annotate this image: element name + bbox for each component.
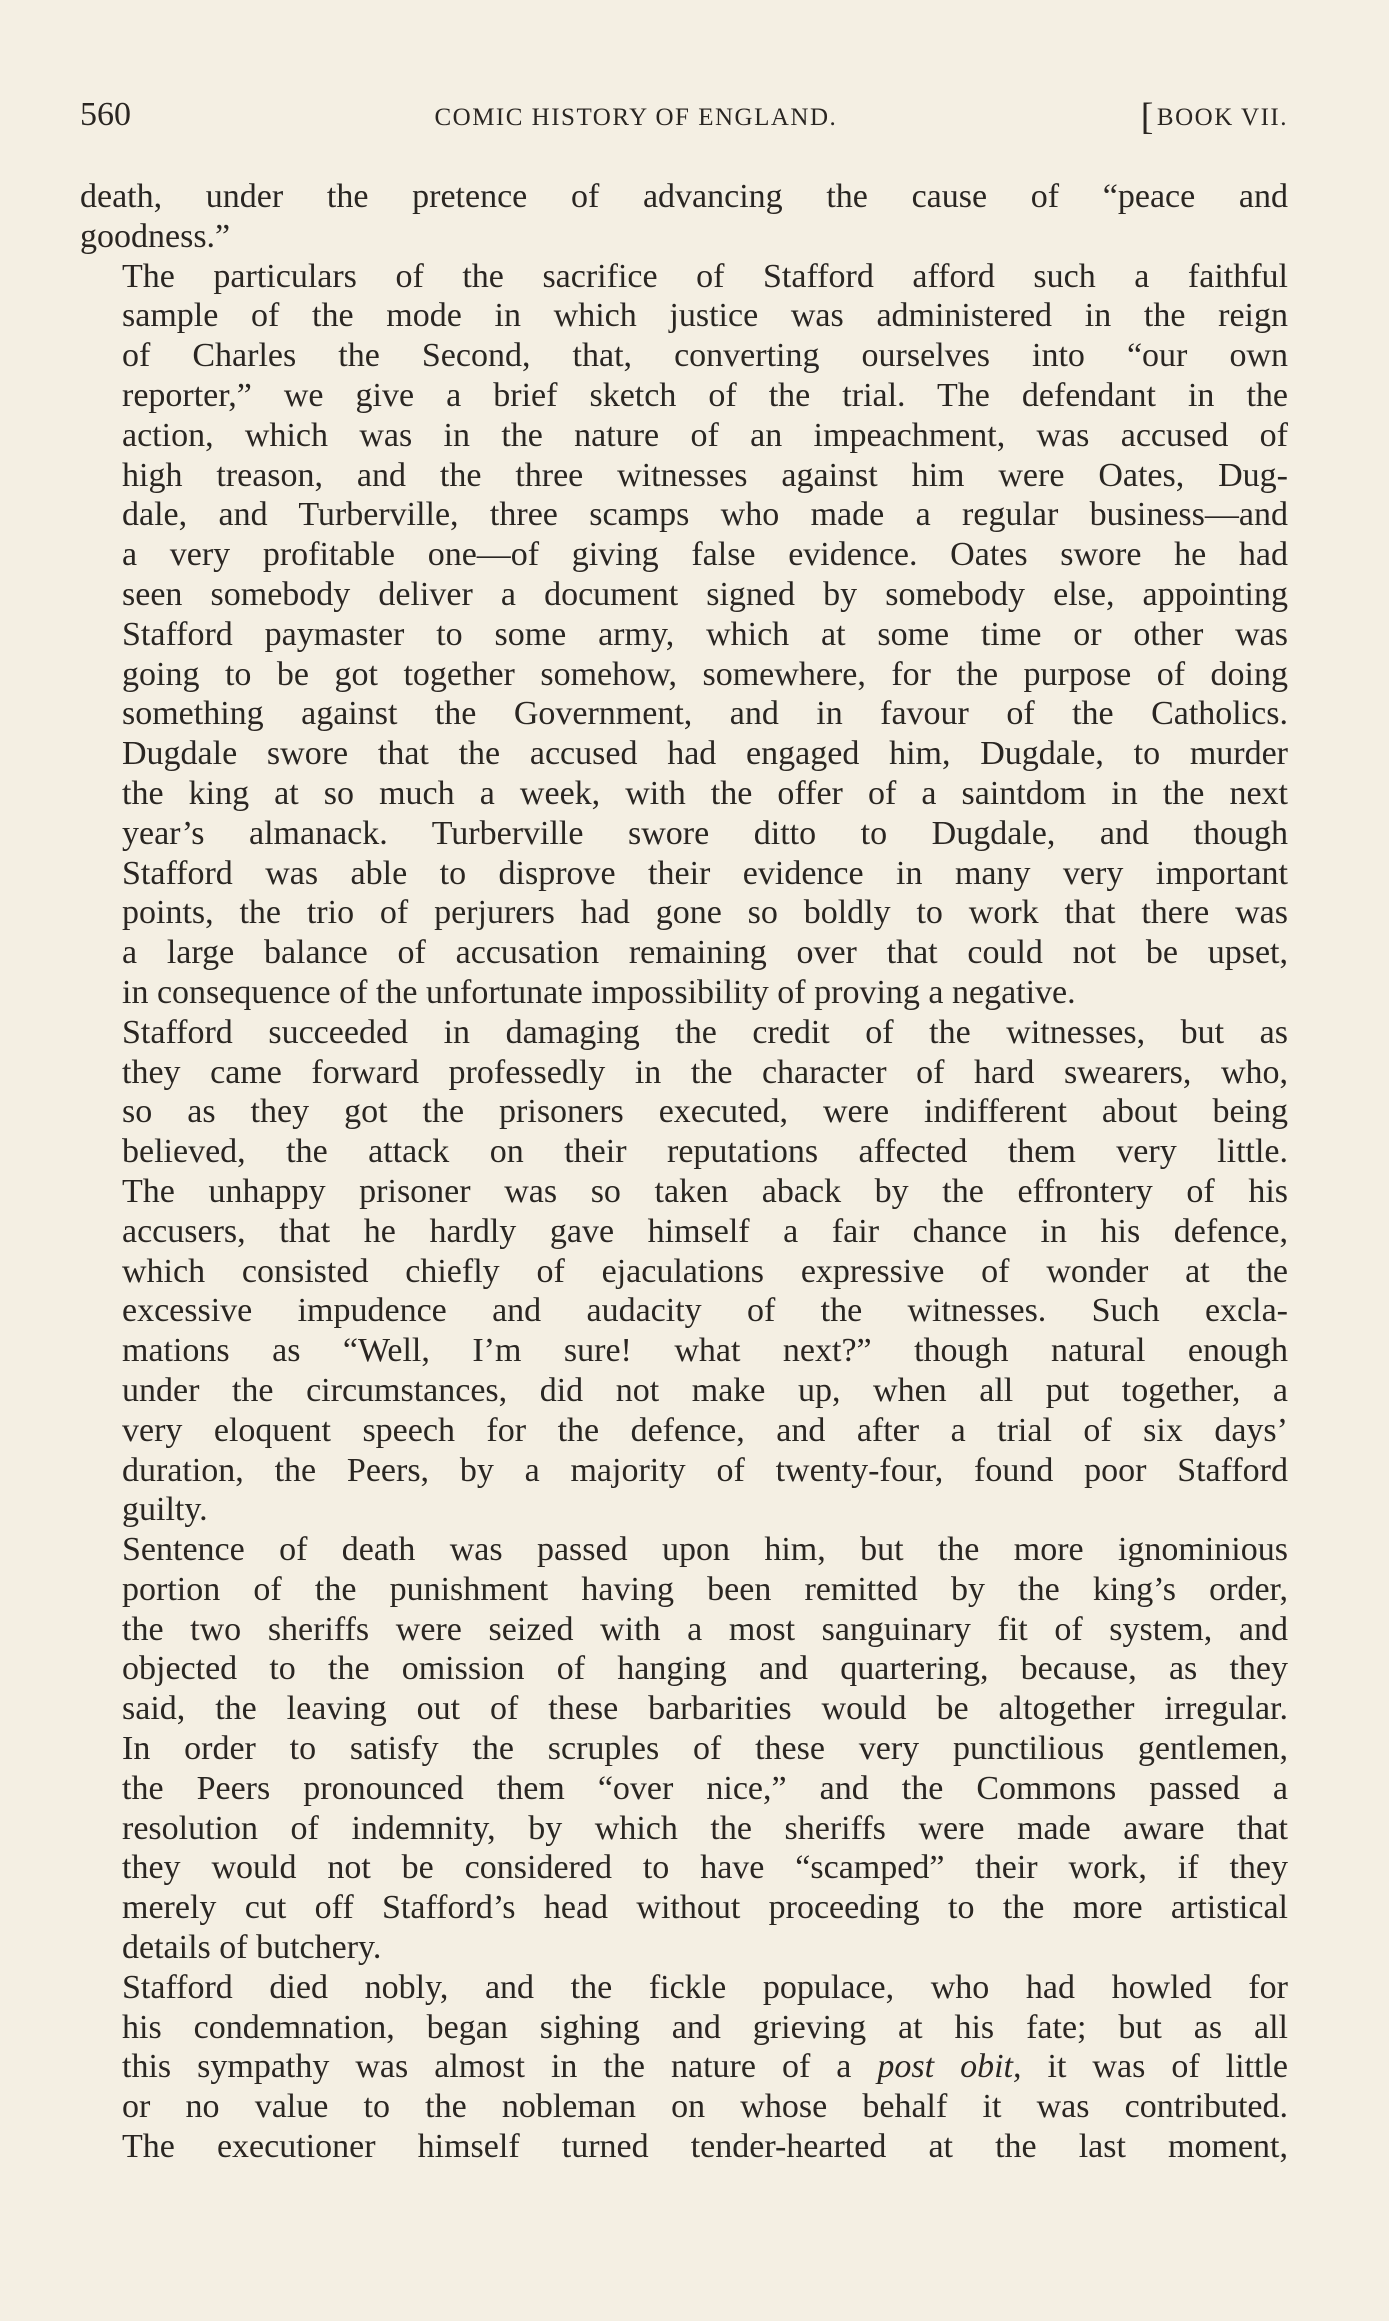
text-line: Sentence of death was passed upon him, but the more ignominious [122, 1531, 1288, 1569]
text-line: so as they got the prisoners executed, were indifferent about being [122, 1093, 1288, 1131]
text-line: the Peers pronounced them “over nice,” and the Commons passed a [122, 1769, 1288, 1807]
text-line: seen somebody deliver a document signed by somebody else, appointing [122, 575, 1288, 613]
bracket-glyph: [ [1140, 96, 1155, 138]
paragraph-4 [80, 1530, 1288, 1968]
text-line: the two sheriffs were seized with a most sanguinary fit of system, and [122, 1610, 1288, 1648]
text-line: The unhappy prisoner was so taken aback by the effrontery of his [122, 1172, 1288, 1210]
body-text [80, 177, 1288, 2167]
text-segment: it was of little [1021, 2048, 1288, 2086]
text-line: which consisted chiefly of ejaculations expressive of wonder at the [122, 1252, 1288, 1290]
text-line: his condemnation, began sighing and grieving at his fate; but as all [122, 2008, 1288, 2046]
text-line: In order to satisfy the scruples of these very punctilious gentlemen, [122, 1730, 1288, 1768]
book-marker-label: BOOK VII. [1156, 104, 1288, 131]
text-line: portion of the punishment having been remitted by the king’s order, [122, 1570, 1288, 1608]
text-line: year’s almanack. Turberville swore ditto to Dugdale, and though [122, 814, 1288, 852]
text-line: Stafford paymaster to some army, which at some time or other was [122, 615, 1288, 653]
text-line: objected to the omission of hanging and quartering, because, as they [122, 1650, 1288, 1688]
text-line: something against the Government, and in favour of the Catholics. [122, 695, 1288, 733]
paragraph-2 [80, 257, 1288, 1013]
paragraph-3 [80, 1013, 1288, 1530]
book-marker [1141, 95, 1288, 139]
text-line: The particulars of the sacrifice of Stafford afford such a faithful [122, 257, 1288, 295]
text-line: dale, and Turberville, three scamps who made a regular business—and [122, 496, 1288, 534]
paragraph-5 [80, 1968, 1288, 2167]
text-line: details of butchery. [122, 1929, 382, 1967]
text-line: they came forward professedly in the character of hard swearers, who, [122, 1053, 1288, 1091]
text-line: sample of the mode in which justice was administered in the reign [122, 297, 1288, 335]
text-line: or no value to the nobleman on whose behalf it was contributed. [122, 2088, 1288, 2126]
text-line: of Charles the Second, that, converting ourselves into “our own [122, 337, 1288, 375]
text-line-with-italic [80, 2047, 1288, 2087]
text-line: very eloquent speech for the defence, and after a trial of six days’ [122, 1411, 1288, 1449]
text-line: Stafford succeeded in damaging the credit of the witnesses, but as [122, 1013, 1288, 1051]
text-line: Stafford was able to disprove their evidence in many very important [122, 854, 1288, 892]
text-line: duration, the Peers, by a majority of twenty-four, found poor Stafford [122, 1451, 1288, 1489]
book-page [80, 95, 1288, 2167]
text-line: high treason, and the three witnesses against him were Oates, Dug- [122, 456, 1288, 494]
text-line: action, which was in the nature of an impeachment, was accused of [122, 416, 1288, 454]
text-line: points, the trio of perjurers had gone so boldly to work that there was [122, 894, 1288, 932]
text-line: believed, the attack on their reputations affected them very little. [122, 1133, 1288, 1171]
page-number: 560 [80, 96, 131, 133]
text-line: they would not be considered to have “scamped” their work, if they [122, 1849, 1288, 1887]
paragraph-1 [80, 177, 1288, 257]
text-line: reporter,” we give a brief sketch of the trial. The defendant in the [122, 376, 1288, 414]
text-line: Stafford died nobly, and the fickle populace, who had howled for [122, 1968, 1288, 2006]
text-line: goodness.” [80, 217, 231, 255]
running-title: COMIC HISTORY OF ENGLAND. [434, 104, 838, 131]
text-line: death, under the pretence of advancing the cause of “peace and [80, 178, 1288, 215]
text-line: the king at so much a week, with the offer of a saintdom in the next [122, 774, 1288, 812]
text-line: Dugdale swore that the accused had engaged him, Dugdale, to murder [122, 735, 1288, 773]
text-line: going to be got together somehow, somewhere, for the purpose of doing [122, 655, 1288, 693]
text-line: resolution of indemnity, by which the sheriffs were made aware that [122, 1809, 1288, 1847]
text-line: in consequence of the unfortunate impossibility of proving a negative. [122, 973, 1076, 1011]
text-segment: this sympathy was almost in the nature of a [122, 2048, 878, 2086]
text-line: excessive impudence and audacity of the witnesses. Such excla- [122, 1292, 1288, 1330]
italic-phrase: post obit, [877, 2048, 1022, 2086]
text-line: a very profitable one—of giving false evidence. Oates swore he had [122, 536, 1288, 574]
text-line: merely cut off Stafford’s head without proceeding to the more artistical [122, 1889, 1288, 1927]
text-line: a large balance of accusation remaining over that could not be upset, [122, 934, 1288, 972]
text-line: mations as “Well, I’m sure! what next?” though natural enough [122, 1332, 1288, 1370]
text-line: said, the leaving out of these barbarities would be altogether irregular. [122, 1690, 1288, 1728]
running-head [80, 95, 1288, 155]
text-line: guilty. [122, 1491, 208, 1529]
text-line: under the circumstances, did not make up, when all put together, a [122, 1371, 1288, 1409]
text-line: The executioner himself turned tender-hearted at the last moment, [122, 2128, 1288, 2166]
text-line: accusers, that he hardly gave himself a fair chance in his defence, [122, 1212, 1288, 1250]
